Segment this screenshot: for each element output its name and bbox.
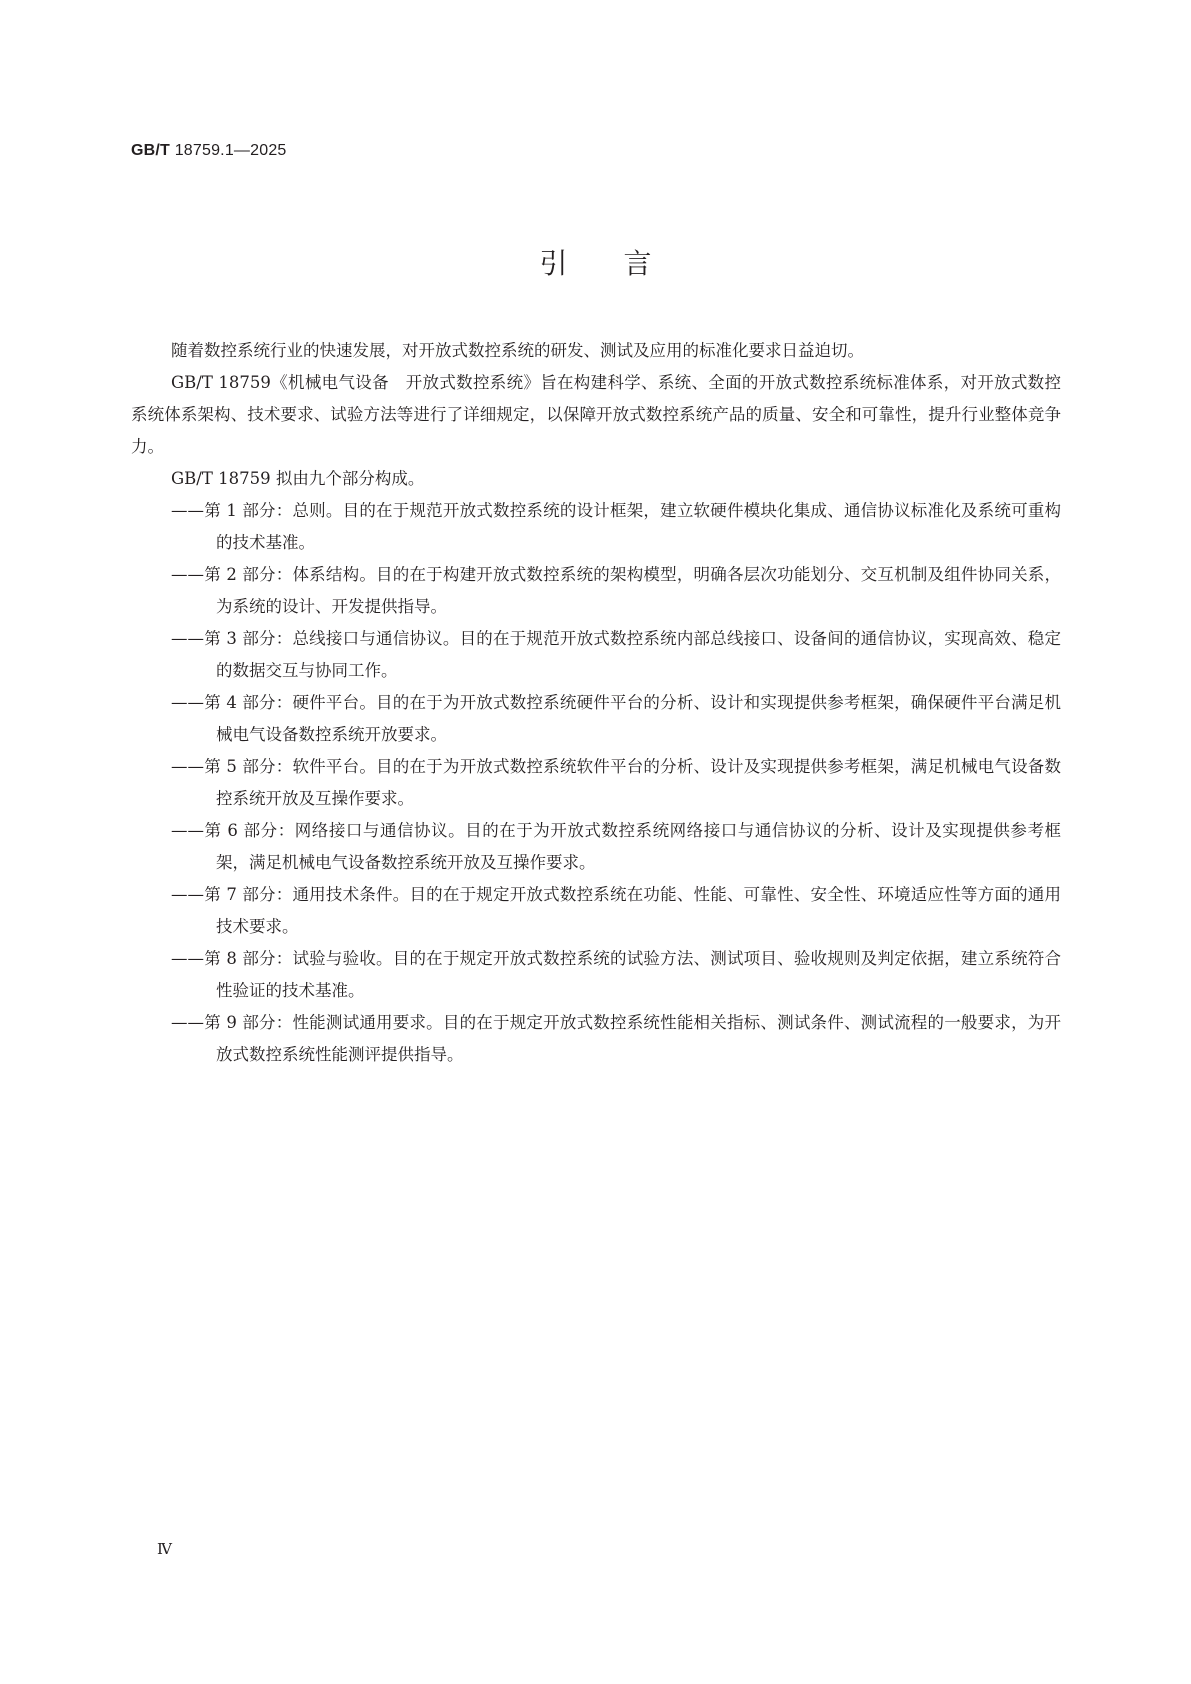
part-item-9: ——第 9 部分：性能测试通用要求。目的在于规定开放式数控系统性能相关指标、测试条件、测试流程的一般要求，为开放式数控系统性能测评提供指导。 — [171, 1013, 1061, 1064]
page-number: Ⅳ — [157, 1540, 172, 1558]
standard-number: 18759.1—2025 — [174, 142, 287, 159]
standard-header — [131, 142, 287, 160]
section-title: 引言 — [539, 247, 708, 280]
paragraph-2: GB/T 18759《机械电气设备 开放式数控系统》旨在构建科学、系统、全面的开放式数控系统标准体系，对开放式数控系统体系架构、技术要求、试验方法等进行了详细规定，以保障开放式数控系统产品的质量、安全和可靠性，提升行业整体竞争力。 — [131, 373, 1061, 456]
paragraph-1: 随着数控系统行业的快速发展，对开放式数控系统的研发、测试及应用的标准化要求日益迫切。 — [171, 341, 864, 360]
part-item-1: ——第 1 部分：总则。目的在于规范开放式数控系统的设计框架，建立软硬件模块化集成、通信协议标准化及系统可重构的技术基准。 — [171, 501, 1061, 552]
part-item-6: ——第 6 部分：网络接口与通信协议。目的在于为开放式数控系统网络接口与通信协议的分析、设计及实现提供参考框架，满足机械电气设备数控系统开放及互操作要求。 — [171, 821, 1061, 872]
part-item-3: ——第 3 部分：总线接口与通信协议。目的在于规范开放式数控系统内部总线接口、设备间的通信协议，实现高效、稳定的数据交互与协同工作。 — [171, 629, 1061, 680]
part-item-5: ——第 5 部分：软件平台。目的在于为开放式数控系统软件平台的分析、设计及实现提供参考框架，满足机械电气设备数控系统开放及互操作要求。 — [171, 757, 1061, 808]
part-item-7: ——第 7 部分：通用技术条件。目的在于规定开放式数控系统在功能、性能、可靠性、安全性、环境适应性等方面的通用技术要求。 — [171, 885, 1061, 936]
part-item-2: ——第 2 部分：体系结构。目的在于构建开放式数控系统的架构模型，明确各层次功能划分、交互机制及组件协同关系，为系统的设计、开发提供指导。 — [171, 565, 1061, 616]
introduction-body — [131, 335, 1061, 1071]
standard-prefix: GB/T — [131, 142, 171, 159]
part-item-4: ——第 4 部分：硬件平台。目的在于为开放式数控系统硬件平台的分析、设计和实现提供参考框架，确保硬件平台满足机械电气设备数控系统开放要求。 — [171, 693, 1061, 744]
paragraph-3: GB/T 18759 拟由九个部分构成。 — [171, 469, 425, 488]
part-item-8: ——第 8 部分：试验与验收。目的在于规定开放式数控系统的试验方法、测试项目、验收规则及判定依据，建立系统符合性验证的技术基准。 — [171, 949, 1061, 1000]
